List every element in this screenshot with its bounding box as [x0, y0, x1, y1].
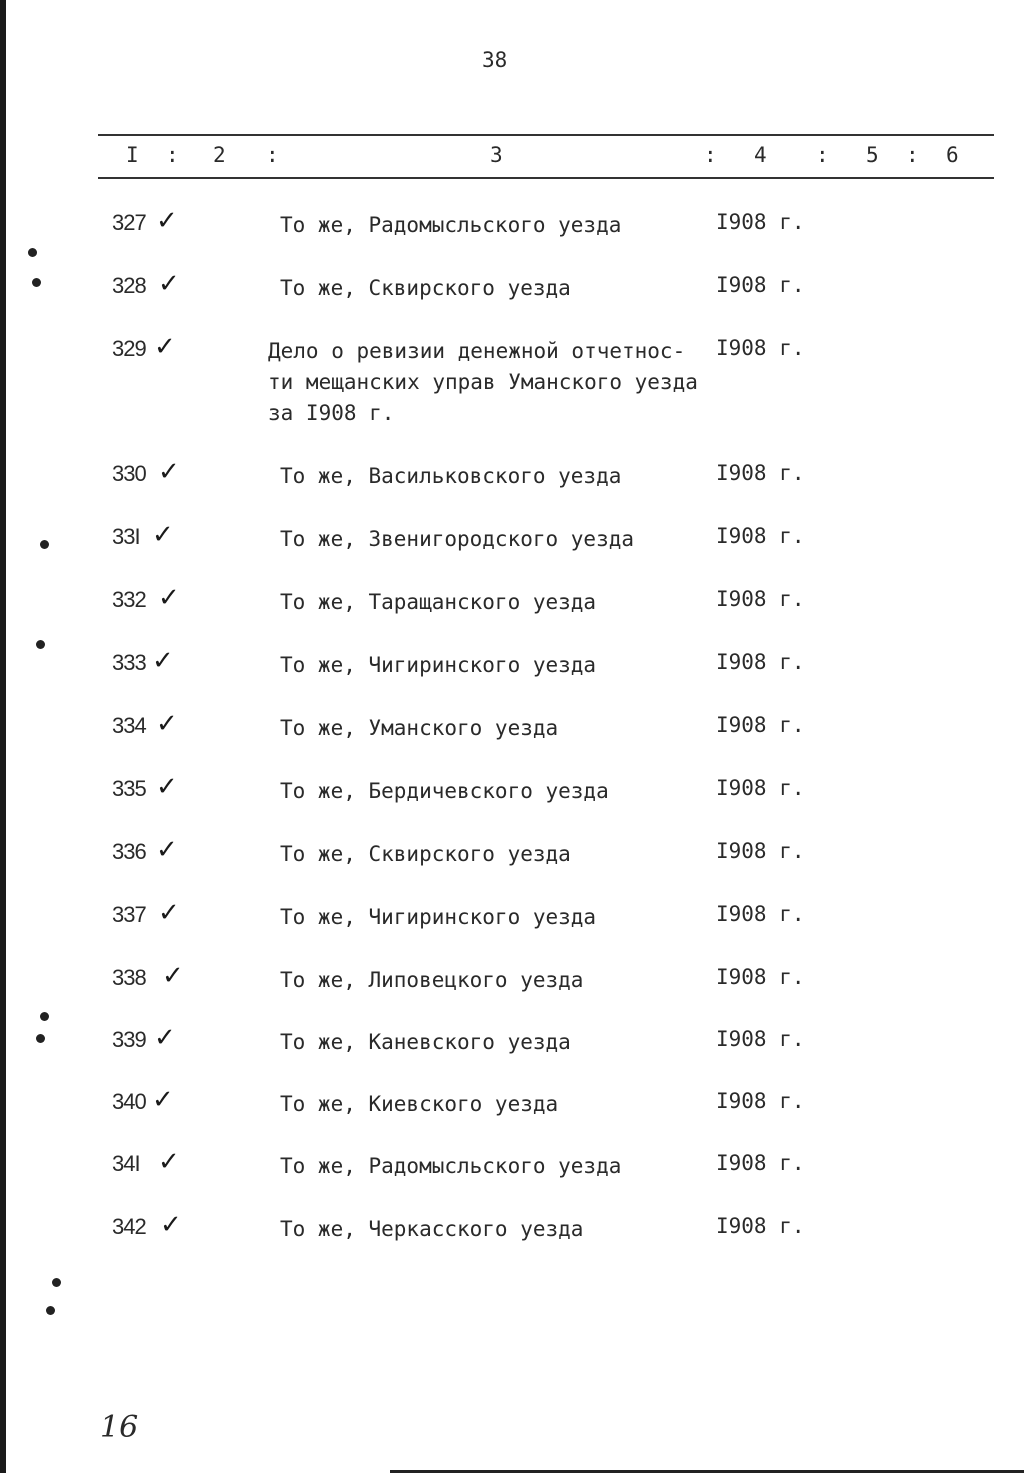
item-year: I908 г. — [716, 713, 805, 737]
punch-mark — [28, 248, 37, 257]
column-header-2: 2 — [213, 143, 226, 167]
punch-mark — [52, 1278, 61, 1287]
checkmark-icon: ✓ — [152, 520, 174, 550]
checkmark-icon: ✓ — [152, 646, 174, 676]
page-left-edge — [0, 0, 6, 1473]
item-year: I908 г. — [716, 1089, 805, 1113]
item-number: 338 — [112, 965, 146, 990]
item-year: I908 г. — [716, 839, 805, 863]
punch-mark — [40, 540, 49, 549]
item-number: 332 — [112, 587, 146, 612]
item-year: I908 г. — [716, 587, 805, 611]
column-separator: : — [704, 143, 717, 167]
column-header-5: 5 — [866, 143, 879, 167]
column-separator: : — [166, 143, 179, 167]
item-number: 330 — [112, 461, 146, 486]
item-title: То же, Бердичевского уезда — [280, 779, 609, 803]
item-title: То же, Липовецкого уезда — [280, 968, 584, 992]
item-year: I908 г. — [716, 524, 805, 548]
page-number: 38 — [482, 48, 508, 72]
checkmark-icon: ✓ — [162, 961, 184, 991]
item-number: 339 — [112, 1027, 146, 1052]
item-title: То же, Черкасского уезда — [280, 1217, 584, 1241]
checkmark-icon: ✓ — [152, 1085, 174, 1115]
item-number: 327 — [112, 210, 146, 235]
item-title: То же, Сквирского уезда — [280, 276, 571, 300]
checkmark-icon: ✓ — [156, 835, 178, 865]
item-number: 337 — [112, 902, 146, 927]
item-year: I908 г. — [716, 1027, 805, 1051]
column-header-1: I — [126, 143, 139, 167]
punch-mark — [36, 640, 45, 649]
item-year: I908 г. — [716, 965, 805, 989]
punch-mark — [40, 1012, 49, 1021]
punch-mark — [32, 278, 41, 287]
item-year: I908 г. — [716, 273, 805, 297]
item-number: 34I — [112, 1151, 140, 1176]
checkmark-icon: ✓ — [158, 898, 180, 928]
item-year: I908 г. — [716, 461, 805, 485]
item-year: I908 г. — [716, 336, 805, 360]
item-title: То же, Уманского уезда — [280, 716, 559, 740]
column-header-6: 6 — [946, 143, 959, 167]
checkmark-icon: ✓ — [158, 457, 180, 487]
column-separator: : — [266, 143, 279, 167]
item-year: I908 г. — [716, 650, 805, 674]
item-year: I908 г. — [716, 210, 805, 234]
column-header-4: 4 — [754, 143, 767, 167]
item-title: То же, Радомысльского уезда — [280, 213, 622, 237]
item-title: То же, Радомысльского уезда — [280, 1154, 622, 1178]
item-title: То же, Сквирского уезда — [280, 842, 571, 866]
item-title: То же, Чигиринского уезда — [280, 905, 597, 929]
checkmark-icon: ✓ — [154, 1023, 176, 1053]
punch-mark — [36, 1034, 45, 1043]
item-number: 329 — [112, 336, 146, 361]
item-year: I908 г. — [716, 1151, 805, 1175]
item-number: 336 — [112, 839, 146, 864]
item-year: I908 г. — [716, 902, 805, 926]
checkmark-icon: ✓ — [158, 1147, 180, 1177]
item-title: То же, Звенигородского уезда — [280, 527, 635, 551]
item-number: 340 — [112, 1089, 146, 1114]
checkmark-icon: ✓ — [156, 709, 178, 739]
item-year: I908 г. — [716, 1214, 805, 1238]
checkmark-icon: ✓ — [158, 583, 180, 613]
item-title: Дело о ревизии денежной отчетнос- ти мещанских управ Уманского уезда за I908 г. — [268, 339, 698, 425]
punch-mark — [46, 1306, 55, 1315]
item-title: То же, Таращанского уезда — [280, 590, 597, 614]
checkmark-icon: ✓ — [154, 332, 176, 362]
item-number: 342 — [112, 1214, 146, 1239]
item-year: I908 г. — [716, 776, 805, 800]
checkmark-icon: ✓ — [156, 772, 178, 802]
column-header-3: 3 — [490, 143, 503, 167]
item-number: 334 — [112, 713, 146, 738]
item-number: 335 — [112, 776, 146, 801]
item-number: 328 — [112, 273, 146, 298]
checkmark-icon: ✓ — [160, 1210, 182, 1240]
item-number: 33I — [112, 524, 140, 549]
handwritten-folio-number: 16 — [100, 1410, 139, 1445]
item-title: То же, Чигиринского уезда — [280, 653, 597, 677]
checkmark-icon: ✓ — [158, 269, 180, 299]
item-title: То же, Васильковского уезда — [280, 464, 622, 488]
item-title: То же, Киевского уезда — [280, 1092, 559, 1116]
item-title: То же, Каневского уезда — [280, 1030, 571, 1054]
column-separator: : — [906, 143, 919, 167]
item-number: 333 — [112, 650, 146, 675]
table-header-rule — [98, 177, 994, 179]
table-top-rule — [98, 134, 994, 136]
column-separator: : — [816, 143, 829, 167]
checkmark-icon: ✓ — [156, 206, 178, 236]
